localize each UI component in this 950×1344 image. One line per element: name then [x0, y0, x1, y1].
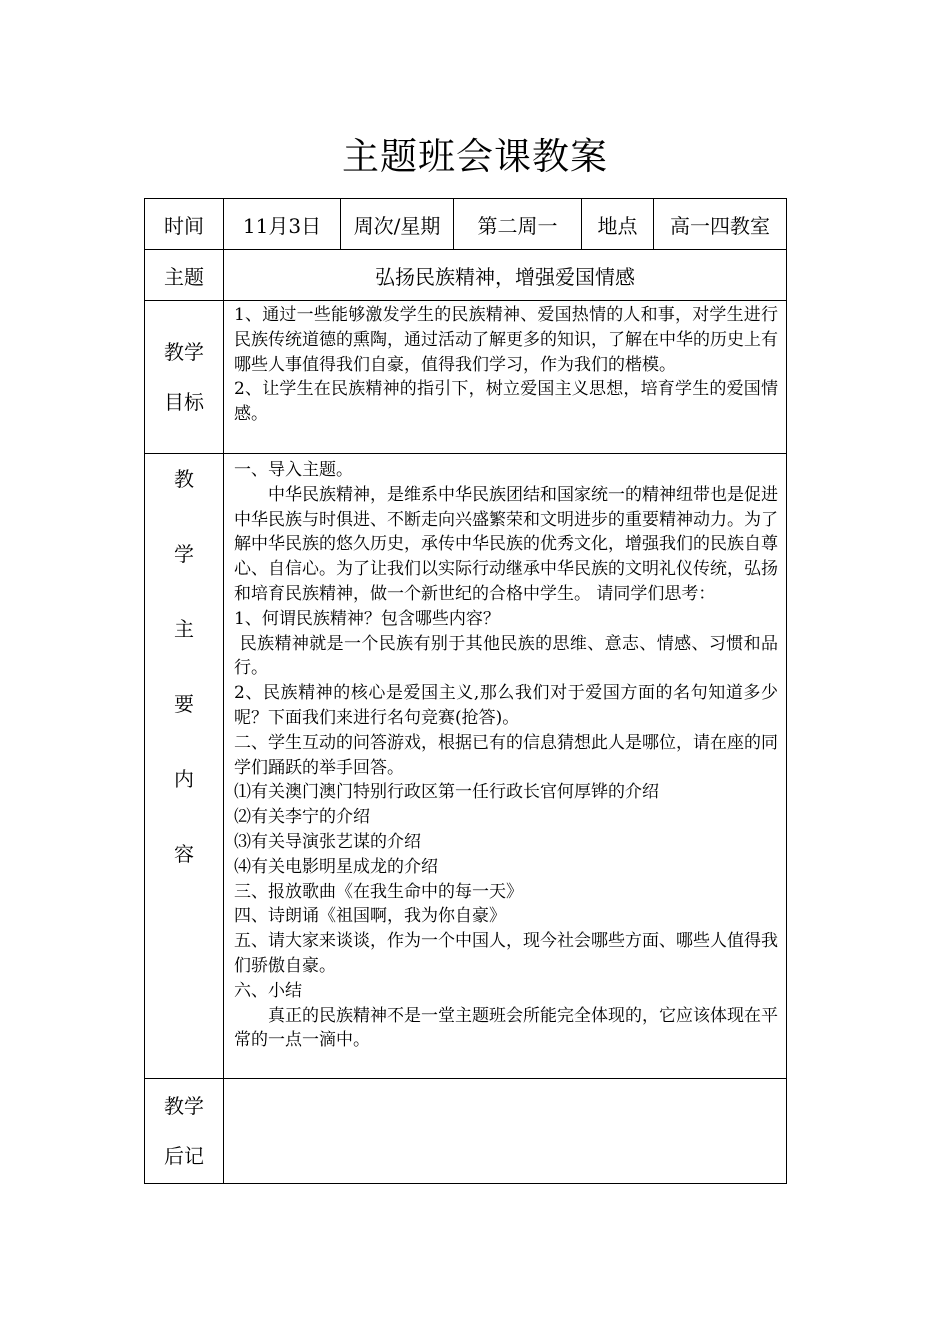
- notes-label: [145, 1079, 224, 1184]
- question: 2、民族精神的核心是爱国主义,那么我们对于爱国方面的名句知道多少呢？下面我们来进行名句竞赛(抢答)。: [234, 683, 778, 728]
- section-heading: 四、诗朗诵《祖国啊，我为你自豪》: [234, 906, 506, 927]
- main-label-char: 学: [174, 542, 194, 566]
- notes-row: [145, 1079, 787, 1184]
- main-label-char: 教: [174, 467, 194, 491]
- theme-row: [145, 250, 787, 301]
- main-label-char: 要: [174, 692, 194, 716]
- theme-label: 主题: [145, 250, 224, 301]
- page-title: 主题班会课教案: [342, 135, 608, 178]
- goals-label-line2: 目标: [164, 390, 204, 414]
- week-label: 周次/星期: [341, 199, 454, 250]
- section-heading: 三、报放歌曲《在我生命中的每一天》: [234, 881, 523, 902]
- time-label: 时间: [145, 199, 224, 250]
- answer: 民族精神就是一个民族有别于其他民族的思维、意志、情感、习惯和品行。: [234, 633, 778, 679]
- list-item: ⑴有关澳门澳门特别行政区第一任行政长官何厚铧的介绍: [234, 782, 659, 803]
- goal-item: 2、让学生在民族精神的指引下，树立爱国主义思想，培育学生的爱国情感。: [234, 379, 778, 425]
- intro-paragraph: 中华民族精神，是维系中华民族团结和国家统一的精神纽带也是促进中华民族与时俱进、不断走向兴盛繁荣和文明进步的重要精神动力。为了解中华民族的悠久历史，承传中华民族的优秀文化，增强我们的民族自尊心、自信心。为了让我们以实际行动继承中华民族的文明礼仪传统，弘扬和培育民族精神，做一个新世纪的合格中学生。 请同学们思考：: [234, 484, 778, 604]
- goals-row: [145, 301, 787, 454]
- place-value: 高一四教室: [654, 199, 787, 250]
- lesson-plan-table: [144, 198, 787, 1184]
- goals-label-line1: 教学: [164, 340, 204, 364]
- question: 1、何谓民族精神？包含哪些内容？: [234, 608, 500, 629]
- main-content: [224, 454, 787, 1079]
- section-heading: 二、学生互动的问答游戏，根据已有的信息猜想此人是哪位，请在座的同学们踊跃的举手回答。: [234, 732, 778, 778]
- header-row: [145, 199, 787, 250]
- goals-content: [224, 301, 787, 454]
- main-label-char: 主: [174, 617, 194, 641]
- goal-item: 1、通过一些能够激发学生的民族精神、爱国热情的人和事，对学生进行民族传统道德的熏陶，通过活动了解更多的知识，了解在中华的历史上有哪些人事值得我们自豪，值得我们学习，作为我们的楷模。: [234, 305, 778, 375]
- notes-label-line1: 教学: [164, 1094, 204, 1118]
- place-label: 地点: [582, 199, 654, 250]
- time-value: 11月3日: [224, 199, 341, 250]
- main-content-row: [145, 454, 787, 1079]
- main-label-char: 内: [174, 767, 194, 791]
- summary-paragraph: 真正的民族精神不是一堂主题班会所能完全体现的，它应该体现在平常的一点一滴中。: [234, 1005, 778, 1051]
- theme-value: 弘扬民族精神，增强爱国情感: [224, 250, 787, 301]
- section-heading: 一、导入主题。: [234, 460, 353, 480]
- main-label-char: 容: [174, 842, 194, 866]
- notes-content[interactable]: [224, 1079, 787, 1184]
- main-content-label: [145, 454, 224, 1079]
- list-item: ⑵有关李宁的介绍: [234, 807, 370, 828]
- list-item: ⑶有关导演张艺谋的介绍: [234, 831, 421, 852]
- notes-label-line2: 后记: [164, 1144, 204, 1168]
- week-value: 第二周一: [454, 199, 582, 250]
- section-heading: 五、请大家来谈谈，作为一个中国人，现今社会哪些方面、哪些人值得我们骄傲自豪。: [234, 931, 778, 976]
- section-heading: 六、小结: [234, 980, 302, 1001]
- list-item: ⑷有关电影明星成龙的介绍: [234, 856, 438, 877]
